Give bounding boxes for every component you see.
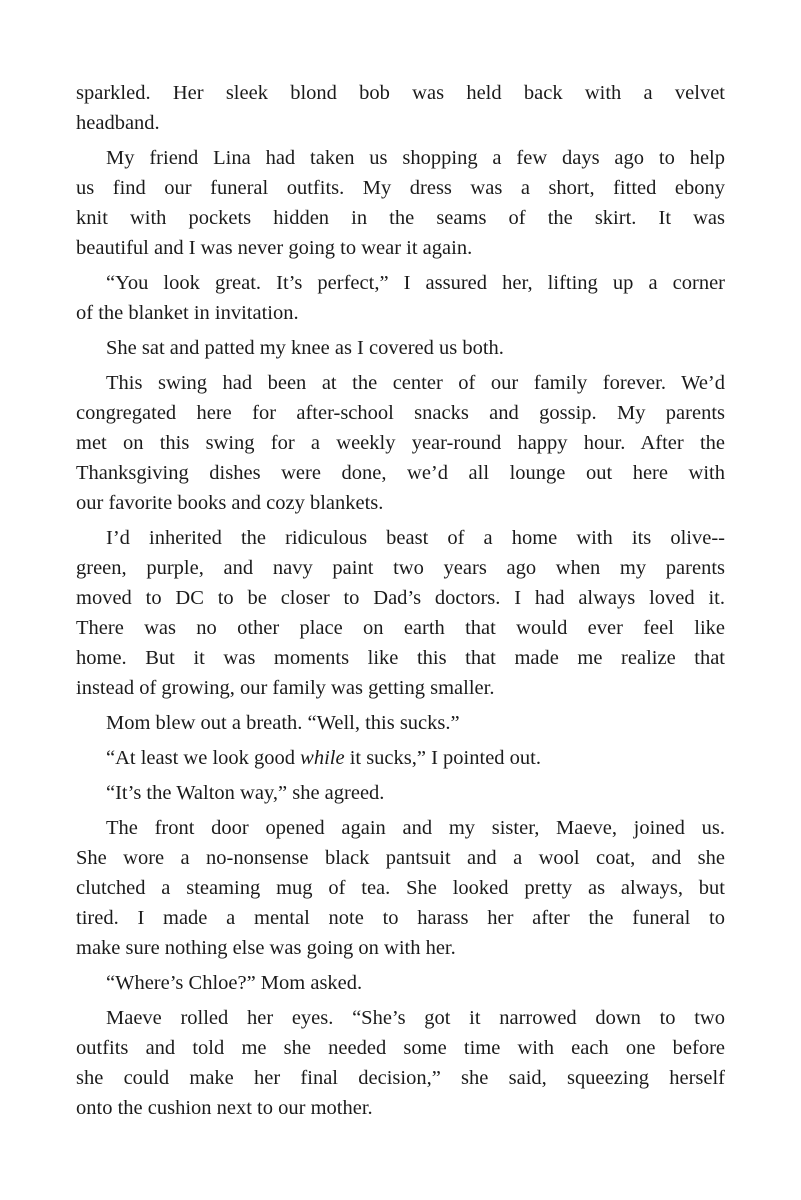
text-line: outfits and told me she needed some time with each one before bbox=[76, 1037, 725, 1059]
text-column bbox=[76, 78, 725, 1128]
text-line: My friend Lina had taken us shopping a few days ago to help bbox=[106, 147, 725, 169]
paragraph bbox=[76, 708, 725, 738]
text-line: There was no other place on earth that would ever feel like bbox=[76, 617, 725, 639]
text-line: “You look great. It’s perfect,” I assured her, lifting up a corner bbox=[106, 272, 725, 294]
paragraph bbox=[76, 523, 725, 703]
text-line: of the blanket in invitation. bbox=[76, 302, 299, 324]
text-line: Thanksgiving dishes were done, we’d all lounge out here with bbox=[76, 462, 725, 484]
text-line: She wore a no-nonsense black pantsuit and a wool coat, and she bbox=[76, 847, 725, 869]
text-line: The front door opened again and my sister, Maeve, joined us. bbox=[106, 817, 725, 839]
paragraph bbox=[76, 368, 725, 518]
text-line: beautiful and I was never going to wear it again. bbox=[76, 237, 473, 259]
text-line: moved to DC to be closer to Dad’s doctors. I had always loved it. bbox=[76, 587, 725, 609]
text-line: instead of growing, our family was getting smaller. bbox=[76, 677, 495, 699]
paragraph bbox=[76, 968, 725, 998]
text-line: congregated here for after-school snacks and gossip. My parents bbox=[76, 402, 725, 424]
text-line: She sat and patted my knee as I covered us both. bbox=[106, 337, 504, 359]
paragraph bbox=[76, 813, 725, 963]
text-line: us find our funeral outfits. My dress was a short, fitted ebony bbox=[76, 177, 725, 199]
text-line: our favorite books and cozy blankets. bbox=[76, 492, 384, 514]
text-line: clutched a steaming mug of tea. She looked pretty as always, but bbox=[76, 877, 725, 899]
paragraph bbox=[76, 1003, 725, 1123]
paragraph bbox=[76, 78, 725, 138]
text-line: Maeve rolled her eyes. “She’s got it narrowed down to two bbox=[106, 1007, 725, 1029]
text-line: home. But it was moments like this that made me realize that bbox=[76, 647, 725, 669]
text-line: “At least we look good while it sucks,” I pointed out. bbox=[106, 747, 541, 769]
paragraph bbox=[76, 333, 725, 363]
text-line: met on this swing for a weekly year-round happy hour. After the bbox=[76, 432, 725, 454]
paragraph bbox=[76, 268, 725, 328]
text-line: This swing had been at the center of our family forever. We’d bbox=[106, 372, 725, 394]
paragraph bbox=[76, 143, 725, 263]
text-line: tired. I made a mental note to harass her after the funeral to bbox=[76, 907, 725, 929]
text-line: make sure nothing else was going on with her. bbox=[76, 937, 456, 959]
text-line: headband. bbox=[76, 112, 160, 134]
text-line: knit with pockets hidden in the seams of the skirt. It was bbox=[76, 207, 725, 229]
text-line: Mom blew out a breath. “Well, this sucks.” bbox=[106, 712, 460, 734]
text-line: “Where’s Chloe?” Mom asked. bbox=[106, 972, 363, 994]
text-line: she could make her final decision,” she said, squeezing herself bbox=[76, 1067, 725, 1089]
paragraph bbox=[76, 743, 725, 773]
text-line: sparkled. Her sleek blond bob was held back with a velvet bbox=[76, 82, 725, 104]
text-line: green, purple, and navy paint two years ago when my parents bbox=[76, 557, 725, 579]
paragraph bbox=[76, 778, 725, 808]
text-line: “It’s the Walton way,” she agreed. bbox=[106, 782, 385, 804]
text-line: onto the cushion next to our mother. bbox=[76, 1097, 373, 1119]
text-line: I’d inherited the ridiculous beast of a home with its olive-- bbox=[106, 527, 725, 549]
